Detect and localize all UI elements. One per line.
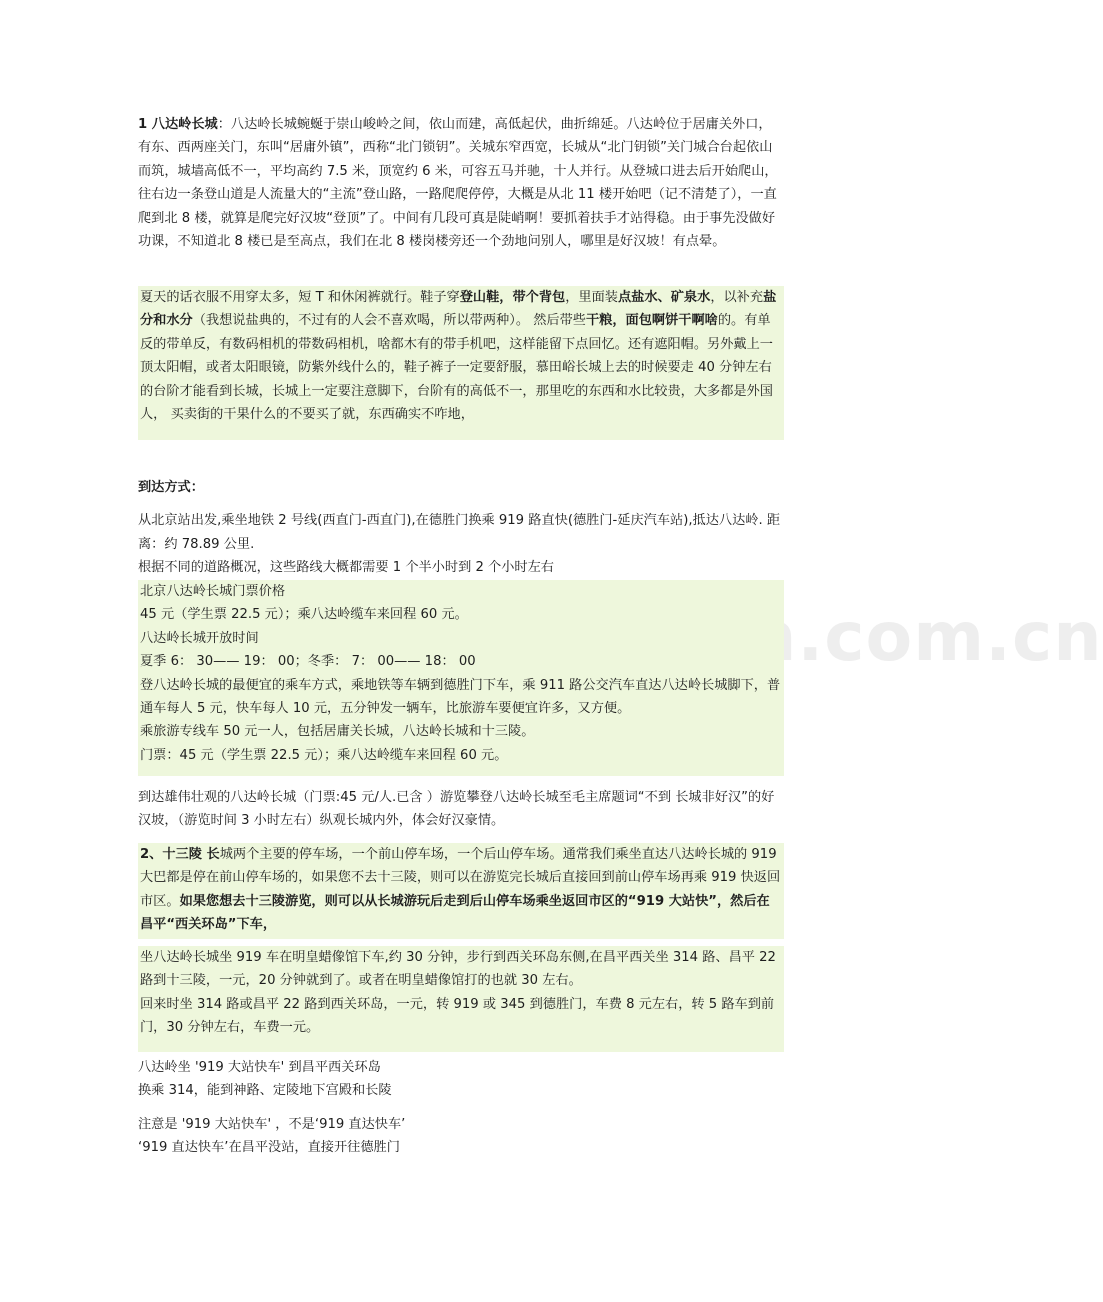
section-notice xyxy=(138,1113,784,1160)
section-clothing-tips xyxy=(138,286,784,440)
line: 45 元（学生票 22.5 元）；乘八达岭缆车来回程 60 元。 xyxy=(140,607,468,623)
paragraph: 坐八达岭长城坐 919 车在明皇蜡像馆下车,约 30 分钟，步行到西关环岛东侧,在昌平西关坐 314 路、昌平 22 路到十三陵，一元，20 分钟就到了。或者在明皇蜡像馆打的也就 30 左右。 xyxy=(140,950,776,989)
section-bus-routes xyxy=(138,946,784,1052)
section-haohanpo xyxy=(138,786,784,833)
section-tickets-hours xyxy=(138,580,784,776)
paragraph: 夏天的话衣服不用穿太多，短 T 和休闲裤就行。鞋子穿登山鞋，带个背包，里面装点盐水、矿泉水，以补充盐分和水分（我想说盐典的，不过有的人会不喜欢喝，所以带两种）。 然后带些干粮，面包啊饼干啊啥的。有单反的带单反，有数码相机的带数码相机，啥都木有的带手机吧，这样能留下点回忆。还有遮阳帽。另外戴上一顶太阳帽，或者太阳眼镜，防紫外线什么的，鞋子裤子一定要舒服，慕田峪长城上去的时候要走 40 分钟左右的台阶才能看到长城，长城上一定要注意脚下，台阶有的高低不一，那里吃的东西和水比较贵，大多都是外国人， 买卖街的干果什么的不要买了就，东西确实不咋地， xyxy=(140,290,777,423)
paragraph: 到达雄伟壮观的八达岭长城（门票:45 元/人.已含 ）游览攀登八达岭长城至毛主席题词“不到 长城非好汉”的好汉坡，（游览时间 3 小时左右）纵观长城内外，体会好汉豪情。 xyxy=(138,790,775,829)
paragraph: 1 八达岭长城：八达岭长城蜿蜒于崇山峻岭之间，依山而建，高低起伏，曲折绵延。八达岭位于居庸关外口，有东、西两座关门，东叫“居庸外镇”，西称“北门锁钥”。关城东窄西宽，长城从“北门钥锁”关门城合台起依山而筑，城墙高低不一，平均高约 7.5 米，顶宽约 6 米，可容五马并驰，十人并行。从登城口进去后开始爬山，往右边一条登山道是人流量大的“主流”登山路，一路爬爬停停，大概是从北 11 楼开始吧（记不清楚了），一直爬到北 8 楼，就算是爬完好汉坡“登顶”了。中间有几段可真是陡峭啊！要抓着扶手才站得稳。由于事先没做好功课，不知道北 8 楼已是至高点，我们在北 8 楼岗楼旁还一个劲地问别人，哪里是好汉坡！有点晕。 xyxy=(138,117,778,250)
section-title: 2、十三陵 长 xyxy=(140,847,220,862)
section-badaling-intro xyxy=(138,113,784,253)
section-heading: 到达方式： xyxy=(138,480,204,495)
section-transport xyxy=(138,476,784,580)
line: 换乘 314，能到神路、定陵地下宫殿和长陵 xyxy=(138,1083,392,1099)
section-ming-tombs xyxy=(138,843,784,939)
line: 登八达岭长城的最便宜的乘车方式，乘地铁等车辆到德胜门下车，乘 911 路公交汽车直达八达岭长城脚下，普通车每人 5 元，快车每人 10 元，五分钟发一辆车，比旅游车要便宜许多，又方便。 xyxy=(140,677,781,717)
line: 门票：45 元（学生票 22.5 元）；乘八达岭缆车来回程 60 元。 xyxy=(140,747,508,763)
line: 注意是 '919 大站快车' ，不是‘919 直达快车’ xyxy=(138,1117,406,1132)
line: 八达岭坐 '919 大站快车' 到昌平西关环岛 xyxy=(138,1060,381,1075)
paragraph-text: 八达岭长城蜿蜒于崇山峻岭之间，依山而建，高低起伏，曲折绵延。八达岭位于居庸关外口，有东、西两座关门，东叫“居庸外镇”，西称“北门锁钥”。关城东窄西宽，长城从“北门钥锁”关门城合台起依山而筑，城墙高低不一，平均高约 7.5 米，顶宽约 6 米，可容五马并驰，十人并行。从登城口进去后开始爬山，往右边一条登山道是人流量大的“主流”登山路，一路爬爬停停，大概是从北 11 楼开始吧（记不清楚了），一直爬到北 8 楼，就算是爬完好汉坡“登顶”了。中间有几段可真是陡峭啊！要抓着扶手才站得稳。由于事先没做好功课，不知道北 8 楼已是至高点，我们在北 8 楼岗楼旁还一个劲地问别人，哪里是好汉坡！有点晕。 xyxy=(138,117,778,250)
paragraph: 2、十三陵 长城两个主要的停车场，一个前山停车场，一个后山停车场。通常我们乘坐直达八达岭长城的 919 大巴都是停在前山停车场的，如果您不去十三陵，则可以在游览完长城后直接回到前山停车场再乘 919 快返回市区。如果您想去十三陵游览，则可以从长城游玩后走到后山停车场乘坐返回市区的“919 大站快”，然后在昌平“西关环岛”下车， xyxy=(140,847,781,933)
section-transfer xyxy=(138,1056,784,1103)
paragraph: 从北京站出发,乘坐地铁 2 号线(西直门-西直门),在德胜门换乘 919 路直快(德胜门-延庆汽车站),抵达八达岭. 距离：约 78.89 公里. xyxy=(138,513,781,552)
line: 八达岭长城开放时间 xyxy=(140,630,259,646)
line: 夏季 6： 30—— 19： 00；冬季： 7： 00—— 18： 00 xyxy=(140,654,476,670)
paragraph: 根据不同的道路概况，这些路线大概都需要 1 个半小时到 2 个小时左右 xyxy=(138,560,554,576)
line: ‘919 直达快车’在昌平没站，直接开往德胜门 xyxy=(138,1140,400,1156)
line: 乘旅游专线车 50 元一人，包括居庸关长城，八达岭长城和十三陵。 xyxy=(140,724,535,740)
section-title: 1 八达岭长城 xyxy=(138,117,218,132)
paragraph: 回来时坐 314 路或昌平 22 路到西关环岛，一元，转 919 或 345 到德胜门，车费 8 元左右，转 5 路车到前门，30 分钟左右，车费一元。 xyxy=(140,996,775,1036)
line: 北京八达岭长城门票价格 xyxy=(140,584,286,599)
